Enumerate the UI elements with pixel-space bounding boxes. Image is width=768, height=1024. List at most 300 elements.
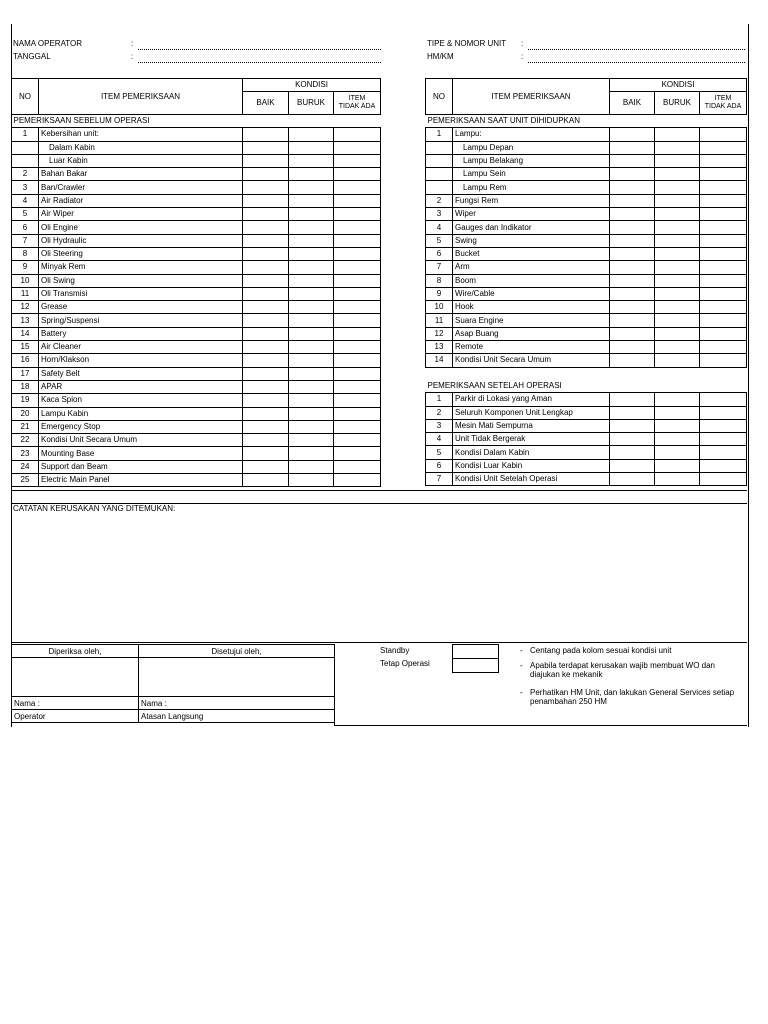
checkbox-buruk[interactable] [655, 274, 700, 287]
label-hm-km: HM/KM [427, 52, 454, 61]
checkbox-tidak-ada[interactable] [334, 460, 381, 473]
row-item: Kondisi Unit Setelah Operasi [453, 473, 610, 486]
checkbox-buruk[interactable] [289, 154, 334, 167]
checkbox-baik[interactable] [243, 141, 289, 154]
table-row [12, 341, 381, 354]
checkbox-baik[interactable] [243, 474, 289, 487]
table-row [12, 474, 381, 487]
table-row [12, 314, 381, 327]
row-number [426, 141, 453, 154]
checkbox-tidak-ada[interactable] [334, 407, 381, 420]
row-item: Wire/Cable [453, 287, 610, 300]
checkbox-baik[interactable] [610, 301, 655, 314]
nama-atasan-field[interactable]: Nama : [139, 697, 335, 710]
checkbox-baik[interactable] [610, 141, 655, 154]
row-item: Lampu: [453, 128, 610, 141]
checkbox-baik[interactable] [243, 261, 289, 274]
checkbox-buruk[interactable] [289, 354, 334, 367]
checkbox-buruk[interactable] [289, 208, 334, 221]
table-row [12, 181, 381, 194]
checkbox-tidak-ada[interactable] [334, 194, 381, 207]
checkbox-buruk[interactable] [655, 168, 700, 181]
row-item: Lampu Belakang [453, 154, 610, 167]
checkbox-baik[interactable] [610, 274, 655, 287]
checkbox-baik[interactable] [243, 301, 289, 314]
checkbox-baik[interactable] [610, 393, 655, 406]
row-number: 3 [12, 181, 39, 194]
checkbox-tidak-ada[interactable] [700, 406, 747, 419]
label-tipe-nomor-unit: TIPE & NOMOR UNIT [427, 39, 507, 48]
checkbox-tidak-ada[interactable] [700, 354, 747, 367]
row-item: Dalam Kabin [39, 141, 243, 154]
checkbox-buruk[interactable] [655, 221, 700, 234]
row-item: Luar Kabin [39, 154, 243, 167]
checkbox-buruk[interactable] [289, 301, 334, 314]
checkbox-tidak-ada[interactable] [334, 301, 381, 314]
row-number: 13 [426, 341, 453, 354]
row-item: Unit Tidak Bergerak [453, 433, 610, 446]
col-buruk: BURUK [289, 92, 334, 115]
checklist-table-left [11, 78, 381, 487]
checkbox-buruk[interactable] [655, 473, 700, 486]
checkbox-baik[interactable] [610, 247, 655, 260]
row-number: 19 [12, 394, 39, 407]
checkbox-buruk[interactable] [655, 341, 700, 354]
checkbox-tidak-ada[interactable] [700, 314, 747, 327]
checkbox-tidak-ada[interactable] [334, 434, 381, 447]
checkbox-tidak-ada[interactable] [700, 208, 747, 221]
checkbox-buruk[interactable] [289, 181, 334, 194]
checkbox-buruk[interactable] [655, 301, 700, 314]
row-item: Arm [453, 261, 610, 274]
row-number [426, 181, 453, 194]
table-row [426, 393, 747, 406]
bullet: - [520, 661, 523, 670]
checkbox-tidak-ada[interactable] [334, 420, 381, 433]
table-row [426, 181, 747, 194]
catatan-label: CATATAN KERUSAKAN YANG DITEMUKAN: [13, 504, 176, 513]
note-3: Perhatikan HM Unit, dan lakukan General Services setiap penambahan 250 HM [530, 688, 735, 706]
table-row [426, 168, 747, 181]
checkbox-buruk[interactable] [655, 154, 700, 167]
checkbox-baik[interactable] [610, 327, 655, 340]
checkbox-baik[interactable] [610, 419, 655, 432]
section-setelah-operasi: PEMERIKSAAN SETELAH OPERASI [427, 381, 562, 391]
checkbox-tidak-ada[interactable] [700, 433, 747, 446]
checkbox-baik[interactable] [243, 327, 289, 340]
checkbox-buruk[interactable] [289, 341, 334, 354]
row-number [12, 141, 39, 154]
checkbox-baik[interactable] [610, 406, 655, 419]
row-item: Kondisi Dalam Kabin [453, 446, 610, 459]
signature-box-operator[interactable] [12, 658, 139, 697]
row-number: 3 [426, 208, 453, 221]
checkbox-buruk[interactable] [289, 447, 334, 460]
checkbox-baik[interactable] [243, 194, 289, 207]
checkbox-baik[interactable] [610, 221, 655, 234]
checkbox-baik[interactable] [243, 128, 289, 141]
checkbox-tidak-ada[interactable] [700, 181, 747, 194]
checkbox-tidak-ada[interactable] [700, 419, 747, 432]
row-number: 14 [426, 354, 453, 367]
checkbox-tidak-ada[interactable] [700, 287, 747, 300]
row-item: Bucket [453, 247, 610, 260]
row-number: 2 [426, 194, 453, 207]
table-row [12, 194, 381, 207]
checkbox-buruk[interactable] [289, 327, 334, 340]
row-number: 4 [426, 433, 453, 446]
checkbox-buruk[interactable] [289, 194, 334, 207]
table-row [426, 194, 747, 207]
checkbox-baik[interactable] [243, 434, 289, 447]
checkbox-buruk[interactable] [289, 420, 334, 433]
checkbox-baik[interactable] [243, 314, 289, 327]
checkbox-baik[interactable] [610, 194, 655, 207]
field-tanggal[interactable] [138, 62, 381, 63]
table-row [426, 473, 747, 486]
checkbox-baik[interactable] [610, 314, 655, 327]
checkbox-tidak-ada[interactable] [700, 221, 747, 234]
row-item: Safety Belt [39, 367, 243, 380]
nama-operator-field[interactable]: Nama : [12, 697, 139, 710]
checkbox-tidak-ada[interactable] [334, 287, 381, 300]
checkbox-buruk[interactable] [289, 247, 334, 260]
checkbox-tidak-ada[interactable] [334, 128, 381, 141]
col-no: NO [426, 79, 453, 115]
col-kondisi: KONDISI [243, 79, 381, 92]
checkbox-tidak-ada[interactable] [334, 261, 381, 274]
checkbox-buruk[interactable] [655, 181, 700, 194]
checkbox-buruk[interactable] [655, 459, 700, 472]
checkbox-tidak-ada[interactable] [700, 301, 747, 314]
checkbox-buruk[interactable] [289, 128, 334, 141]
checkbox-baik[interactable] [243, 181, 289, 194]
row-number: 21 [12, 420, 39, 433]
checkbox-tidak-ada[interactable] [334, 274, 381, 287]
row-item: APAR [39, 380, 243, 393]
disetujui-label: Disetujui oleh, [139, 645, 335, 658]
checkbox-baik[interactable] [610, 154, 655, 167]
bullet: - [520, 646, 523, 655]
field-tipe-nomor-unit[interactable] [528, 49, 745, 50]
signature-box-atasan[interactable] [139, 658, 335, 697]
field-nama-operator[interactable] [138, 49, 381, 50]
checkbox-tidak-ada[interactable] [700, 247, 747, 260]
checkbox-tidak-ada[interactable] [700, 128, 747, 141]
checkbox-baik[interactable] [610, 287, 655, 300]
row-item: Mounting Base [39, 447, 243, 460]
checkbox-baik[interactable] [243, 354, 289, 367]
checkbox-tidak-ada[interactable] [700, 327, 747, 340]
checkbox-tidak-ada[interactable] [700, 261, 747, 274]
col-item-tidak-ada: ITEM TIDAK ADA [334, 92, 381, 115]
checkbox-buruk[interactable] [289, 367, 334, 380]
checkbox-buruk[interactable] [289, 168, 334, 181]
checkbox-baik[interactable] [610, 168, 655, 181]
checkbox-baik[interactable] [243, 234, 289, 247]
checkbox-baik[interactable] [610, 354, 655, 367]
checkbox-tidak-ada[interactable] [334, 367, 381, 380]
checkbox-tidak-ada[interactable] [334, 380, 381, 393]
checkbox-tidak-ada[interactable] [700, 341, 747, 354]
tetap-operasi-label: Tetap Operasi [380, 659, 430, 668]
checkbox-tidak-ada[interactable] [700, 459, 747, 472]
checkbox-buruk[interactable] [655, 261, 700, 274]
checkbox-baik[interactable] [243, 341, 289, 354]
table-row [12, 380, 381, 393]
field-hm-km[interactable] [528, 62, 745, 63]
checkbox-tidak-ada[interactable] [700, 141, 747, 154]
row-item: Hook [453, 301, 610, 314]
checkbox-tidak-ada[interactable] [334, 474, 381, 487]
checkbox-buruk[interactable] [655, 141, 700, 154]
checkbox-tidak-ada[interactable] [334, 394, 381, 407]
row-item: Air Cleaner [39, 341, 243, 354]
checkbox-baik[interactable] [610, 208, 655, 221]
table-row [426, 301, 747, 314]
checkbox-buruk[interactable] [655, 247, 700, 260]
checkbox-buruk[interactable] [289, 394, 334, 407]
row-item: Boom [453, 274, 610, 287]
row-number: 15 [12, 341, 39, 354]
checkbox-buruk[interactable] [655, 314, 700, 327]
checkbox-baik[interactable] [243, 367, 289, 380]
checkbox-buruk[interactable] [289, 234, 334, 247]
checkbox-buruk[interactable] [289, 380, 334, 393]
checkbox-buruk[interactable] [289, 474, 334, 487]
divider [11, 490, 747, 491]
table-row [426, 141, 747, 154]
row-number: 7 [426, 473, 453, 486]
table-row [426, 234, 747, 247]
role-operator: Operator [12, 710, 139, 723]
row-item: Kaca Spion [39, 394, 243, 407]
checkbox-buruk[interactable] [655, 208, 700, 221]
checkbox-buruk[interactable] [655, 446, 700, 459]
row-item: Bahan Bakar [39, 168, 243, 181]
table-row [12, 234, 381, 247]
row-item: Mesin Mati Sempurna [453, 419, 610, 432]
checkbox-baik[interactable] [610, 234, 655, 247]
col-buruk: BURUK [655, 92, 700, 115]
checkbox-baik[interactable] [610, 128, 655, 141]
row-number: 8 [12, 247, 39, 260]
checkbox-baik[interactable] [610, 181, 655, 194]
table-row [426, 354, 747, 367]
row-number: 1 [426, 128, 453, 141]
checkbox-tidak-ada[interactable] [700, 393, 747, 406]
row-number: 8 [426, 274, 453, 287]
checkbox-baik[interactable] [243, 407, 289, 420]
row-item: Air Radiator [39, 194, 243, 207]
standby-label: Standby [380, 646, 410, 655]
note-1: Centang pada kolom sesuai kondisi unit [530, 646, 672, 655]
checkbox-tidak-ada[interactable] [700, 234, 747, 247]
table-row [12, 274, 381, 287]
col-item: ITEM PEMERIKSAAN [39, 79, 243, 115]
row-number: 22 [12, 434, 39, 447]
checkbox-buruk[interactable] [655, 194, 700, 207]
checkbox-tidak-ada[interactable] [334, 314, 381, 327]
row-number: 10 [12, 274, 39, 287]
row-number: 4 [426, 221, 453, 234]
row-number: 2 [12, 168, 39, 181]
checkbox-baik[interactable] [243, 154, 289, 167]
row-item: Gauges dan Indikator [453, 221, 610, 234]
section-sebelum-operasi: PEMERIKSAAN SEBELUM OPERASI [13, 116, 150, 126]
checkbox-baik[interactable] [610, 341, 655, 354]
note-2: Apabila terdapat kerusakan wajib membuat WO dan diajukan ke mekanik [530, 661, 715, 679]
table-row [12, 261, 381, 274]
row-number: 2 [426, 406, 453, 419]
row-number: 14 [12, 327, 39, 340]
table-row [426, 433, 747, 446]
divider [334, 644, 335, 726]
checkbox-buruk[interactable] [655, 433, 700, 446]
row-item: Fungsi Rem [453, 194, 610, 207]
checkbox-baik[interactable] [610, 261, 655, 274]
row-number: 24 [12, 460, 39, 473]
checkbox-buruk[interactable] [655, 406, 700, 419]
row-item: Kondisi Luar Kabin [453, 459, 610, 472]
checkbox-baik[interactable] [243, 394, 289, 407]
col-baik: BAIK [243, 92, 289, 115]
checkbox-tidak-ada[interactable] [700, 274, 747, 287]
checkbox-baik[interactable] [243, 247, 289, 260]
row-item: Support dan Beam [39, 460, 243, 473]
form-bottom-border [334, 725, 747, 726]
checkbox-baik[interactable] [610, 446, 655, 459]
row-item: Remote [453, 341, 610, 354]
row-number: 10 [426, 301, 453, 314]
checkbox-tidak-ada[interactable] [334, 447, 381, 460]
checkbox-buruk[interactable] [289, 460, 334, 473]
row-number: 1 [12, 128, 39, 141]
label-nama-operator: NAMA OPERATOR [13, 39, 83, 48]
section-saat-dihidupkan: PEMERIKSAAN SAAT UNIT DIHIDUPKAN [427, 116, 580, 126]
row-item: Oli Swing [39, 274, 243, 287]
checkbox-baik[interactable] [243, 380, 289, 393]
checkbox-tidak-ada[interactable] [700, 473, 747, 486]
checkbox-buruk[interactable] [655, 393, 700, 406]
table-row [12, 447, 381, 460]
checkbox-baik[interactable] [610, 459, 655, 472]
table-row [426, 247, 747, 260]
table-row [426, 406, 747, 419]
row-number: 7 [426, 261, 453, 274]
checkbox-tidak-ada[interactable] [700, 446, 747, 459]
checkbox-tidak-ada[interactable] [334, 141, 381, 154]
checkbox-tidak-ada[interactable] [334, 221, 381, 234]
checkbox-tidak-ada[interactable] [334, 341, 381, 354]
checkbox-tidak-ada[interactable] [334, 154, 381, 167]
checkbox-buruk[interactable] [655, 128, 700, 141]
checkbox-baik[interactable] [610, 473, 655, 486]
row-item: Lampu Sein [453, 168, 610, 181]
checkbox-baik[interactable] [243, 274, 289, 287]
diperiksa-label: Diperiksa oleh, [12, 645, 139, 658]
checkbox-baik[interactable] [243, 208, 289, 221]
row-number: 4 [12, 194, 39, 207]
checkbox-buruk[interactable] [655, 354, 700, 367]
checkbox-tidak-ada[interactable] [334, 181, 381, 194]
row-item: Seluruh Komponen Unit Lengkap [453, 406, 610, 419]
tetap-operasi-checkbox[interactable] [452, 658, 499, 673]
row-item: Emergency Stop [39, 420, 243, 433]
checkbox-buruk[interactable] [289, 407, 334, 420]
checkbox-tidak-ada[interactable] [334, 234, 381, 247]
row-item: Suara Engine [453, 314, 610, 327]
checkbox-tidak-ada[interactable] [334, 327, 381, 340]
table-row [12, 420, 381, 433]
checkbox-tidak-ada[interactable] [334, 168, 381, 181]
checkbox-tidak-ada[interactable] [334, 247, 381, 260]
checkbox-buruk[interactable] [289, 314, 334, 327]
row-item: Minyak Rem [39, 261, 243, 274]
row-number: 12 [426, 327, 453, 340]
table-row [426, 314, 747, 327]
table-row [426, 221, 747, 234]
row-item: Kebersihan unit: [39, 128, 243, 141]
checkbox-baik[interactable] [243, 287, 289, 300]
table-row [426, 128, 747, 141]
row-number: 7 [12, 234, 39, 247]
table-row [426, 419, 747, 432]
checkbox-tidak-ada[interactable] [700, 194, 747, 207]
checkbox-buruk[interactable] [289, 261, 334, 274]
checkbox-buruk[interactable] [289, 221, 334, 234]
row-item: Lampu Depan [453, 141, 610, 154]
checkbox-tidak-ada[interactable] [700, 168, 747, 181]
row-number: 20 [12, 407, 39, 420]
standby-checkbox[interactable] [452, 644, 499, 659]
checkbox-buruk[interactable] [655, 419, 700, 432]
colon: : [131, 39, 134, 48]
row-item: Kondisi Unit Secara Umum [39, 434, 243, 447]
table-row [12, 221, 381, 234]
checkbox-baik[interactable] [243, 221, 289, 234]
row-item: Battery [39, 327, 243, 340]
checkbox-tidak-ada[interactable] [700, 154, 747, 167]
checkbox-buruk[interactable] [655, 327, 700, 340]
checkbox-buruk[interactable] [289, 434, 334, 447]
table-row [426, 446, 747, 459]
checkbox-tidak-ada[interactable] [334, 208, 381, 221]
row-number [12, 154, 39, 167]
row-item: Oli Transmisi [39, 287, 243, 300]
table-row [12, 141, 381, 154]
checkbox-tidak-ada[interactable] [334, 354, 381, 367]
row-number: 3 [426, 419, 453, 432]
checkbox-baik[interactable] [243, 460, 289, 473]
checkbox-buruk[interactable] [289, 141, 334, 154]
checkbox-buruk[interactable] [655, 287, 700, 300]
table-row [12, 208, 381, 221]
checkbox-buruk[interactable] [289, 287, 334, 300]
checkbox-buruk[interactable] [655, 234, 700, 247]
catatan-area[interactable] [11, 503, 747, 643]
checkbox-baik[interactable] [243, 447, 289, 460]
checkbox-baik[interactable] [243, 168, 289, 181]
checkbox-baik[interactable] [243, 420, 289, 433]
row-item: Parkir di Lokasi yang Aman [453, 393, 610, 406]
checkbox-baik[interactable] [610, 433, 655, 446]
colon: : [131, 52, 134, 61]
checkbox-buruk[interactable] [289, 274, 334, 287]
row-number: 16 [12, 354, 39, 367]
row-number: 1 [426, 393, 453, 406]
row-number: 6 [426, 459, 453, 472]
